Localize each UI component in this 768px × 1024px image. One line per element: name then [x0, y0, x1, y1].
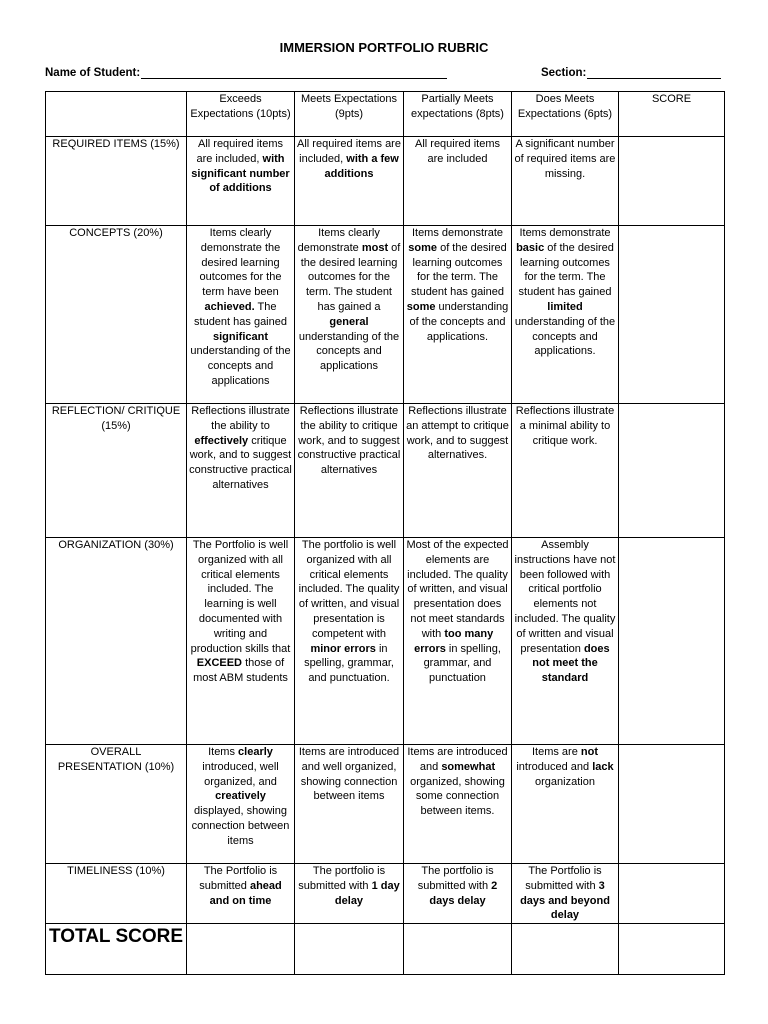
section-label: Section:: [541, 67, 587, 79]
descriptor-text: All required items are included,: [196, 138, 283, 165]
emphasis-text: not: [580, 746, 598, 758]
descriptor-text: understanding of the concepts and applications.: [409, 300, 509, 343]
score-cell[interactable]: [619, 864, 725, 924]
descriptor-cell: [295, 864, 404, 924]
criterion-cell: ORGANIZATION (30%): [46, 538, 187, 745]
descriptor-text: Most of the expected elements are included. The quality of written, and visual presentation does not meet standards with: [406, 539, 509, 640]
descriptor-cell: [295, 745, 404, 864]
descriptor-cell: [187, 745, 295, 864]
descriptor-text: understanding of the concepts and applications: [190, 345, 291, 387]
descriptor-cell: [295, 226, 404, 404]
document-title: IMMERSION PORTFOLIO RUBRIC: [279, 40, 489, 55]
emphasis-text: minor errors: [310, 642, 376, 655]
emphasis-text: somewhat: [441, 760, 496, 773]
emphasis-text: does not meet the standard: [532, 642, 610, 685]
descriptor-cell: [187, 404, 295, 538]
emphasis-text: ahead and on time: [209, 879, 282, 907]
header-row: [46, 92, 725, 137]
descriptor-text: Items clearly demonstrate the desired learning outcomes for the term have been: [199, 227, 282, 299]
emphasis-text: clearly: [238, 746, 273, 758]
emphasis-text: with a few additions: [324, 152, 399, 180]
descriptor-text: The student has gained: [194, 300, 287, 328]
descriptor-cell: [404, 226, 512, 404]
descriptor-text: Items are introduced and well organized, showing connection between items: [298, 746, 400, 803]
descriptor-text: All required items are included,: [297, 138, 401, 165]
header-cell: SCORE: [619, 92, 725, 137]
descriptor-text: The Portfolio is submitted: [199, 865, 278, 892]
descriptor-cell: [512, 137, 619, 226]
criterion-cell: OVERALL PRESENTATION (10%): [46, 745, 187, 864]
header-cell: Does Meets Expectations (6pts): [512, 92, 619, 137]
emphasis-text: EXCEED: [196, 657, 243, 670]
rubric-table: [45, 91, 725, 975]
descriptor-cell: [404, 404, 512, 538]
emphasis-text: basic: [516, 241, 545, 254]
descriptor-cell: [187, 226, 295, 404]
total-score-cell[interactable]: [187, 924, 295, 975]
total-score-cell[interactable]: [619, 924, 725, 975]
rubric-row: [46, 137, 725, 226]
descriptor-cell: [512, 864, 619, 924]
emphasis-text: too many errors: [414, 627, 494, 655]
header-cell: Exceeds Expectations (10pts): [187, 92, 295, 137]
student-name-blank[interactable]: [141, 66, 447, 79]
descriptor-text: understanding of the concepts and applications.: [514, 315, 616, 358]
descriptor-text: introduced and: [516, 760, 593, 773]
descriptor-cell: [512, 404, 619, 538]
descriptor-cell: [404, 745, 512, 864]
descriptor-cell: [295, 538, 404, 745]
score-cell[interactable]: [619, 404, 725, 538]
rubric-row: [46, 226, 725, 404]
descriptor-text: Reflections illustrate the ability to: [191, 405, 290, 432]
descriptor-cell: [295, 137, 404, 226]
descriptor-text: introduced, well organized, and: [202, 760, 279, 788]
emphasis-text: effectively: [194, 434, 249, 447]
descriptor-cell: [187, 538, 295, 745]
descriptor-text: The portfolio is submitted with: [417, 865, 494, 892]
descriptor-text: of the desired learning outcomes for the term. The student has gained: [411, 241, 507, 299]
header-cell: [46, 92, 187, 137]
total-score-cell[interactable]: [512, 924, 619, 975]
descriptor-text: The portfolio is well organized with all critical elements included. The quality of written, and visual presentation is competent with: [298, 539, 400, 640]
descriptor-text: All required items are included: [415, 138, 500, 165]
descriptor-cell: [512, 745, 619, 864]
descriptor-cell: [404, 137, 512, 226]
total-score-label: TOTAL SCORE: [46, 924, 187, 975]
descriptor-text: those of most ABM students: [193, 657, 288, 685]
emphasis-text: significant: [212, 330, 268, 343]
criterion-cell: CONCEPTS (20%): [46, 226, 187, 404]
score-cell[interactable]: [619, 226, 725, 404]
descriptor-text: A significant number of required items are missing.: [514, 138, 616, 180]
descriptor-text: Items clearly demonstrate: [297, 227, 380, 254]
emphasis-text: with significant number of additions: [191, 152, 290, 195]
descriptor-text: The Portfolio is submitted with: [525, 865, 602, 892]
emphasis-text: lack: [592, 760, 614, 773]
descriptor-text: Items are: [531, 746, 581, 758]
student-name-label: Name of Student:: [45, 67, 141, 79]
emphasis-text: some: [406, 300, 436, 313]
score-cell[interactable]: [619, 745, 725, 864]
descriptor-text: Reflections illustrate the ability to critique work, and to suggest constructive practical alternatives: [297, 405, 401, 477]
emphasis-text: 3 days and beyond delay: [520, 879, 610, 922]
descriptor-cell: [512, 538, 619, 745]
emphasis-text: general: [329, 315, 369, 328]
descriptor-text: organized, showing some connection between items.: [410, 775, 505, 818]
descriptor-text: of the desired learning outcomes for the term. The student has gained a: [300, 241, 401, 313]
score-cell[interactable]: [619, 137, 725, 226]
emphasis-text: some: [408, 241, 438, 254]
descriptor-text: Reflections illustrate an attempt to critique work, and to suggest alternatives.: [406, 405, 509, 462]
criterion-cell: TIMELINESS (10%): [46, 864, 187, 924]
rubric-row: [46, 745, 725, 864]
header-cell: Partially Meets expectations (8pts): [404, 92, 512, 137]
descriptor-text: critique work, and to suggest constructive practical alternatives: [189, 434, 292, 491]
descriptor-text: Assembly instructions have not been followed with critical portfolio elements not included. The quality of written and visual presentation: [514, 539, 616, 655]
descriptor-text: Reflections illustrate a minimal ability to critique work.: [515, 405, 615, 447]
emphasis-text: creatively: [215, 790, 266, 803]
emphasis-text: 2 days delay: [429, 879, 498, 907]
descriptor-text: in spelling, grammar, and punctuation.: [304, 642, 394, 685]
descriptor-text: Items demonstrate: [411, 227, 504, 239]
score-cell[interactable]: [619, 538, 725, 745]
emphasis-text: achieved.: [204, 300, 255, 313]
descriptor-text: of the desired learning outcomes for the term. The student has gained: [518, 241, 614, 299]
total-score-cell[interactable]: [404, 924, 512, 975]
descriptor-text: Items demonstrate: [519, 227, 611, 239]
total-row: [46, 924, 725, 975]
student-name-row: [45, 66, 447, 79]
criterion-cell: REFLECTION/ CRITIQUE (15%): [46, 404, 187, 538]
descriptor-text: Items are introduced and: [407, 746, 508, 773]
descriptor-cell: [187, 137, 295, 226]
descriptor-cell: [404, 538, 512, 745]
descriptor-text: understanding of the concepts and applications: [298, 330, 400, 373]
descriptor-cell: [512, 226, 619, 404]
descriptor-text: Items: [208, 746, 239, 758]
descriptor-cell: [404, 864, 512, 924]
rubric-row: [46, 538, 725, 745]
emphasis-text: most: [361, 241, 389, 254]
header-cell: Meets Expectations (9pts): [295, 92, 404, 137]
emphasis-text: 1 day delay: [334, 879, 400, 907]
descriptor-cell: [187, 864, 295, 924]
section-blank[interactable]: [587, 66, 721, 79]
rubric-row: [46, 864, 725, 924]
descriptor-text: organization: [535, 775, 595, 788]
total-score-cell[interactable]: [295, 924, 404, 975]
emphasis-text: limited: [547, 300, 583, 313]
descriptor-cell: [295, 404, 404, 538]
descriptor-text: The portfolio is submitted with: [298, 865, 386, 892]
descriptor-text: displayed, showing connection between items: [191, 805, 290, 847]
descriptor-text: The Portfolio is well organized with all critical elements included. The learning is well documented with writing and production skills that: [190, 539, 291, 655]
descriptor-text: in spelling, grammar, and punctuation: [423, 642, 501, 685]
criterion-cell: REQUIRED ITEMS (15%): [46, 137, 187, 226]
section-row: [541, 66, 721, 79]
rubric-row: [46, 404, 725, 538]
